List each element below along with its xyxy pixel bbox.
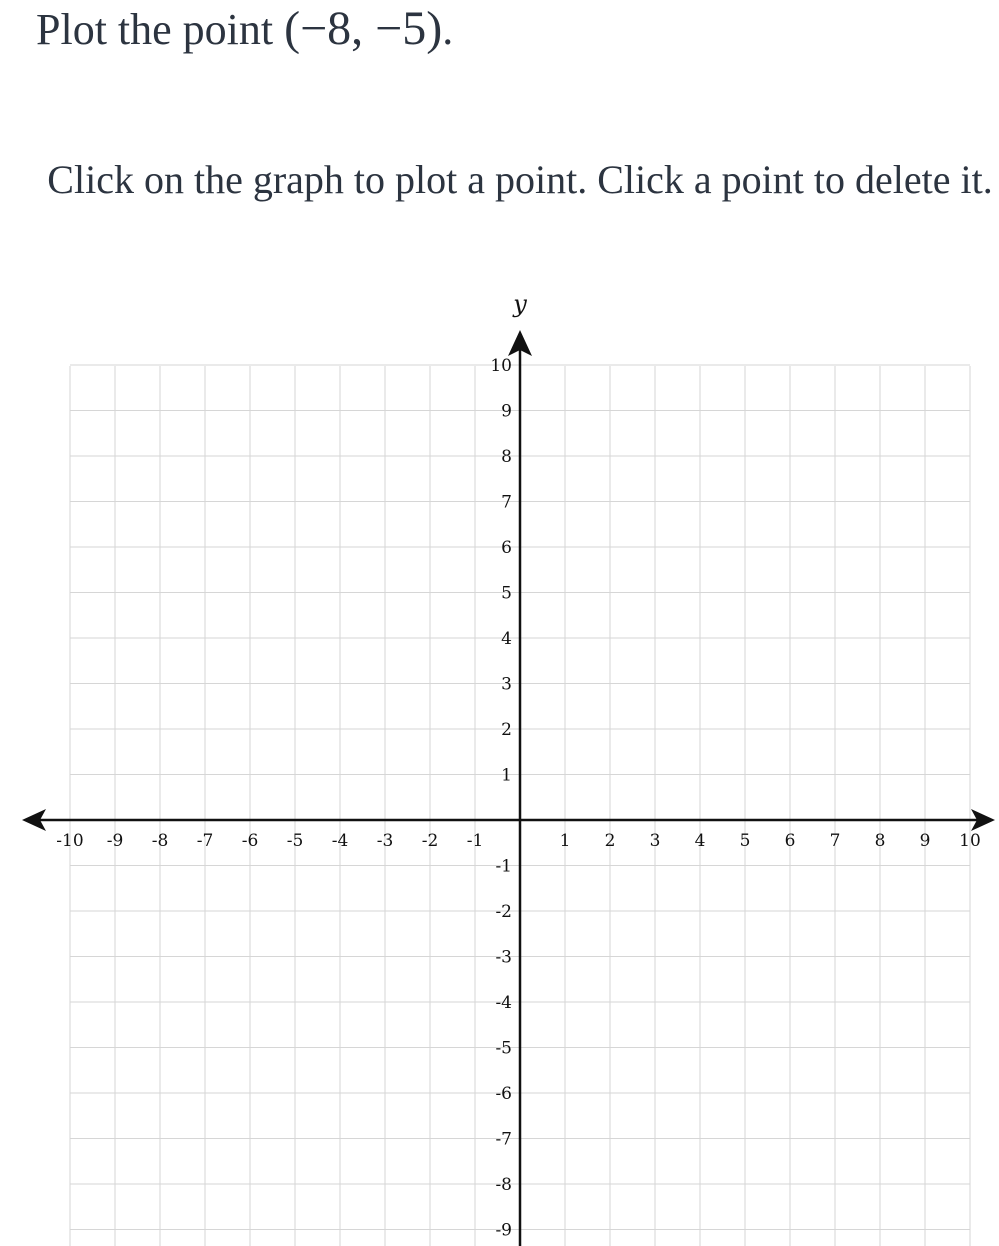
x-tick-label: -8 <box>151 831 169 851</box>
x-tick-label: 2 <box>604 831 616 851</box>
x-tick-label: 1 <box>559 831 571 851</box>
x-tick-label: -6 <box>241 831 259 851</box>
y-tick-label: 9 <box>501 401 512 422</box>
y-tick-label: 1 <box>501 765 512 786</box>
x-tick-label: -5 <box>286 831 304 851</box>
x-tick-label: 10 <box>959 831 981 851</box>
y-tick-label: -2 <box>495 902 512 922</box>
y-tick-label: 3 <box>501 674 512 695</box>
target-point: (−8, −5) <box>284 2 443 55</box>
y-tick-label: 4 <box>501 629 512 649</box>
y-tick-label: 6 <box>501 538 512 558</box>
y-tick-label: 8 <box>501 447 512 467</box>
x-tick-label: -10 <box>56 831 84 851</box>
x-tick-label: 6 <box>784 831 796 851</box>
x-tick-label: -1 <box>466 831 484 851</box>
x-tick-label: 9 <box>919 831 931 851</box>
x-tick-label: -7 <box>196 831 214 851</box>
x-tick-label: 5 <box>739 831 751 851</box>
x-tick-label: -3 <box>376 831 394 851</box>
coordinate-graph[interactable] <box>0 290 999 1246</box>
y-tick-label: 10 <box>490 356 512 376</box>
y-tick-label: -7 <box>495 1129 512 1150</box>
y-tick-labels <box>490 356 512 1241</box>
x-tick-labels <box>56 831 981 851</box>
y-tick-label: -6 <box>495 1084 512 1104</box>
y-tick-label: -9 <box>495 1220 512 1241</box>
graph-canvas[interactable] <box>0 290 999 1246</box>
y-axis-label: y <box>513 290 527 318</box>
y-tick-label: -4 <box>495 993 512 1013</box>
question-prompt <box>36 4 453 55</box>
x-tick-label: 3 <box>649 831 661 851</box>
x-tick-label: 8 <box>874 831 886 851</box>
instructions: Click on the graph to plot a point. Click a point to delete it. <box>47 157 993 202</box>
y-tick-label: 7 <box>501 492 512 513</box>
y-tick-label: -5 <box>495 1038 512 1059</box>
prompt-end: . <box>442 5 454 54</box>
y-tick-label: -1 <box>495 856 512 877</box>
y-tick-label: -3 <box>495 947 512 968</box>
x-tick-label: -9 <box>106 831 124 851</box>
y-tick-label: -8 <box>495 1175 512 1195</box>
y-tick-label: 2 <box>501 720 512 740</box>
y-tick-label: 5 <box>501 583 512 604</box>
x-tick-label: 7 <box>829 831 841 851</box>
x-tick-label: 4 <box>694 831 706 851</box>
prompt-text: Plot the point <box>36 5 285 54</box>
x-tick-label: -2 <box>421 831 439 851</box>
x-tick-label: -4 <box>331 831 349 851</box>
